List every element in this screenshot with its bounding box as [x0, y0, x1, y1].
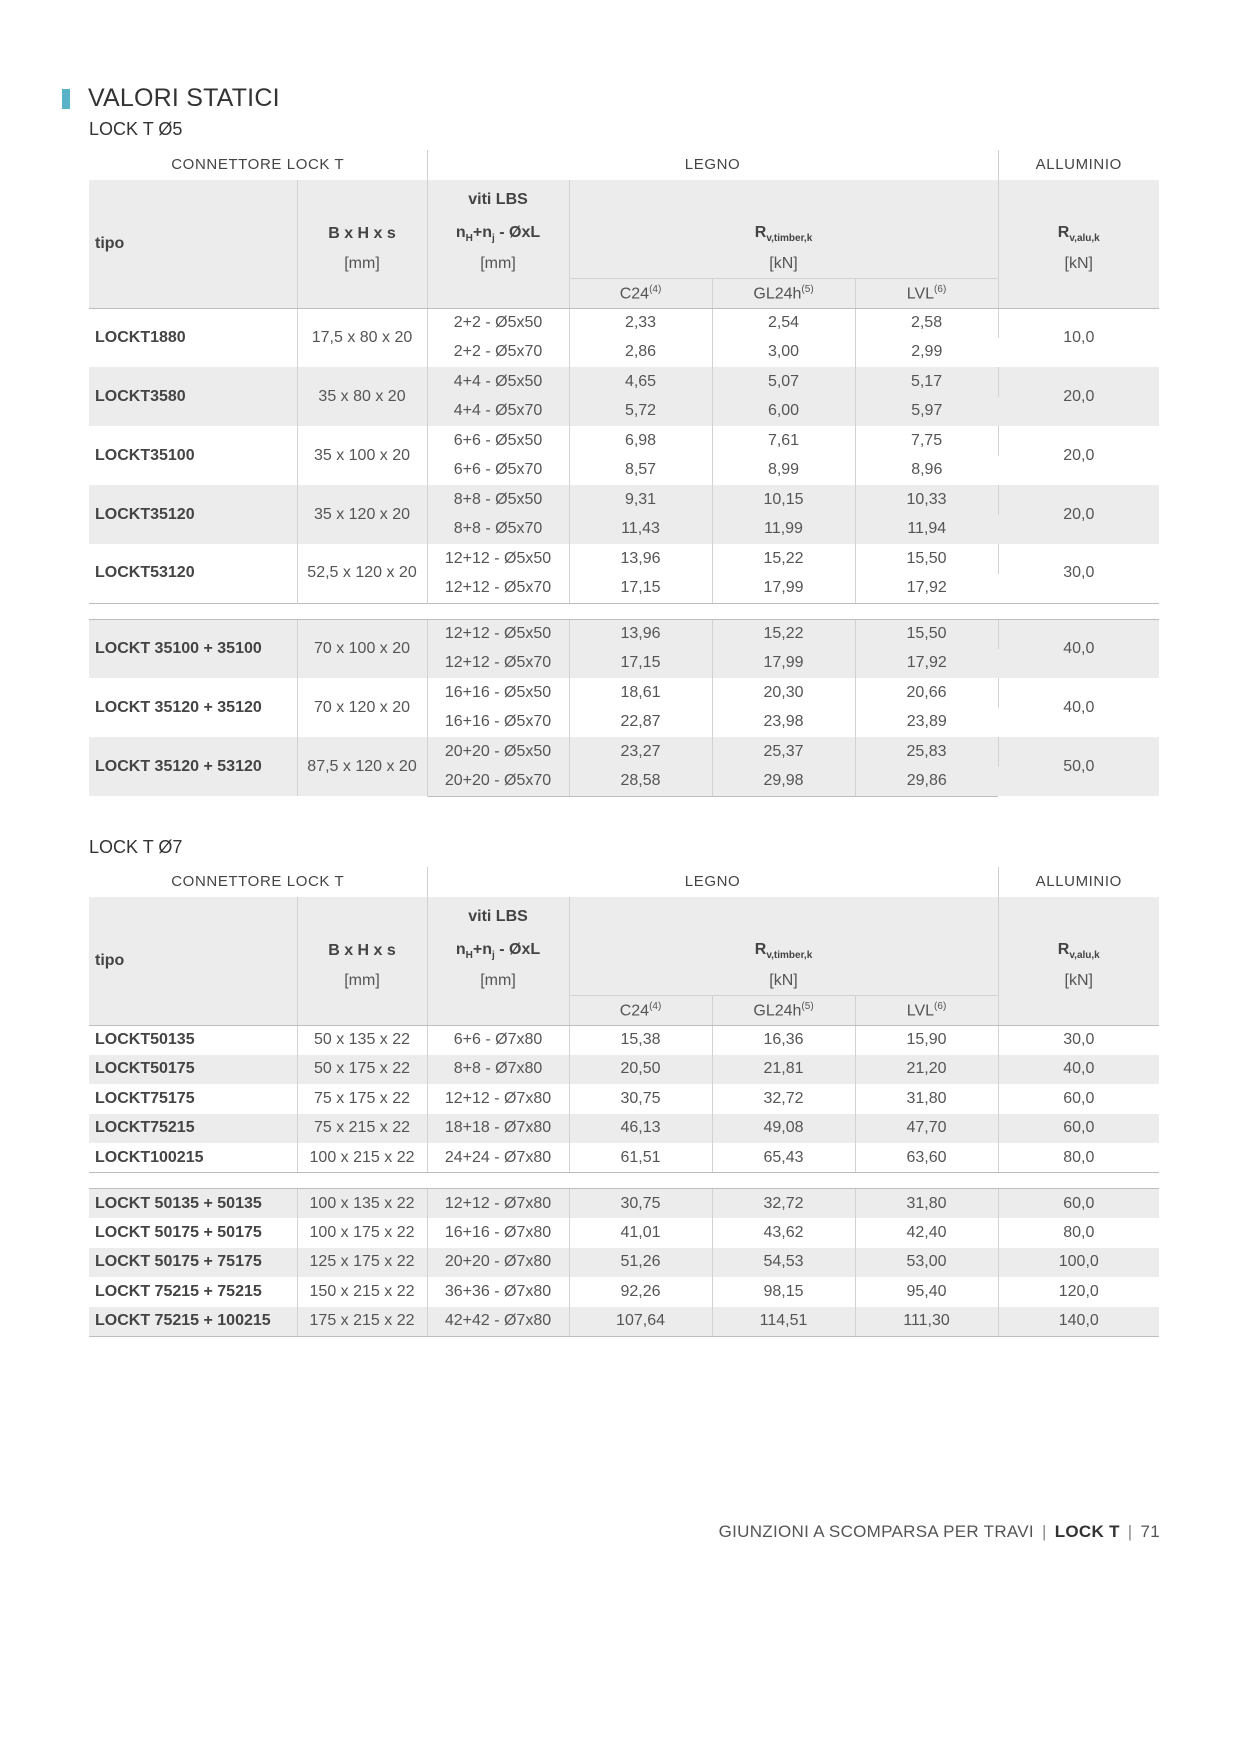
col-header-rv-timber: $R_{v,timber,k}$	[569, 220, 998, 250]
table-row	[89, 1055, 1159, 1085]
value-c24: 11,43	[569, 515, 712, 545]
value-gl24h: 8,99	[712, 456, 855, 486]
value-alu: 120,0	[1058, 1282, 1099, 1300]
value-gl24h: 2,54	[712, 308, 855, 338]
value-c24: 61,51	[569, 1143, 712, 1173]
value-alu: 40,0	[998, 1055, 1159, 1085]
connector-dims: 35 x 120 x 20	[297, 485, 427, 544]
connector-dims: 35 x 80 x 20	[297, 367, 427, 426]
value-alu: 30,0	[1063, 564, 1095, 582]
value-lvl: 5,97	[855, 397, 998, 427]
value-alu: 30,0	[1063, 1031, 1095, 1048]
footer-product: LOCK T	[1054, 1522, 1120, 1541]
value-alu: 40,0	[998, 619, 1159, 678]
group-header-connettore: CONNETTORE LOCK T	[89, 867, 427, 897]
screws: 4+4 - Ø5x50	[427, 367, 569, 397]
connector-dims: 87,5 x 120 x 20	[297, 737, 427, 796]
col-header-viti: viti LBS	[427, 897, 569, 937]
connector-dims: 125 x 175 x 22	[297, 1248, 427, 1278]
value-lvl: 17,92	[855, 574, 998, 604]
group-header-legno: LEGNO	[427, 867, 998, 897]
screws: 6+6 - Ø5x70	[427, 456, 569, 486]
value-gl24h: 29,98	[712, 767, 855, 797]
value-c24: 17,15	[569, 649, 712, 679]
value-gl24h: 32,72	[712, 1084, 855, 1114]
value-lvl: 15,50	[855, 619, 998, 649]
table2-title: LOCK T Ø7	[89, 837, 183, 857]
col-header-nhnj: $n_H+n_j$ - ØxL	[427, 220, 569, 250]
value-alu: 20,0	[998, 367, 1159, 426]
value-lvl: 20,66	[855, 678, 998, 708]
value-c24: 13,96	[569, 619, 712, 649]
value-lvl: 8,96	[911, 461, 943, 479]
screws: 12+12 - Ø7x80	[427, 1189, 569, 1219]
value-gl24h: 49,08	[712, 1114, 855, 1144]
table-row	[89, 1189, 1159, 1219]
value-lvl: 2,99	[911, 343, 943, 361]
table1-title: LOCK T Ø5	[89, 119, 183, 139]
group-header-alluminio: ALLUMINIO	[998, 150, 1159, 180]
connector-type: LOCKT53120	[89, 544, 297, 603]
connector-type: LOCKT 50175 + 75175	[89, 1248, 297, 1278]
value-lvl: 17,92	[855, 649, 998, 679]
table-row	[89, 485, 1159, 515]
value-c24: 41,01	[569, 1218, 712, 1248]
value-c24: 28,58	[569, 767, 712, 797]
table-row	[89, 1307, 1159, 1337]
table-row	[89, 1248, 1159, 1278]
value-lvl: 31,80	[855, 1084, 998, 1114]
value-c24: 17,15	[569, 574, 712, 604]
connector-dims: 75 x 175 x 22	[297, 1084, 427, 1114]
value-c24: 15,38	[569, 1025, 712, 1055]
value-lvl: 25,83	[855, 737, 998, 767]
value-c24: 8,57	[569, 456, 712, 486]
connector-dims: 50 x 135 x 22	[297, 1025, 427, 1055]
table-row	[89, 1114, 1159, 1144]
unit-mm: [mm]	[427, 966, 569, 996]
section-title: VALORI STATICI	[88, 84, 280, 112]
connector-type: LOCKT 50175 + 50175	[89, 1218, 297, 1248]
connector-dims: 50 x 175 x 22	[297, 1055, 427, 1085]
value-c24: 92,26	[569, 1277, 712, 1307]
value-lvl: 7,75	[855, 426, 998, 456]
value-lvl: 42,40	[855, 1218, 998, 1248]
value-gl24h: 98,15	[712, 1277, 855, 1307]
value-gl24h: 114,51	[712, 1307, 855, 1337]
table-divider	[89, 1173, 1159, 1189]
screws: 20+20 - Ø7x80	[427, 1248, 569, 1278]
value-lvl: 95,40	[855, 1277, 998, 1307]
screws: 12+12 - Ø5x50	[427, 619, 569, 649]
table-row	[89, 308, 1159, 338]
value-alu: 20,0	[998, 485, 1159, 544]
unit-kn: [kN]	[998, 249, 1159, 279]
table-row	[89, 619, 1159, 649]
value-c24: 22,87	[569, 708, 712, 738]
connector-type: LOCKT50135	[89, 1025, 297, 1055]
value-lvl: 29,86	[855, 767, 998, 797]
col-header-c24: C24$^{(4)}$	[569, 996, 712, 1026]
value-gl24h: 25,37	[712, 737, 855, 767]
col-header-viti: viti LBS	[427, 180, 569, 220]
value-lvl: 10,33	[855, 485, 998, 515]
screws: 12+12 - Ø5x70	[427, 649, 569, 679]
value-gl24h: 6,00	[712, 397, 855, 427]
value-alu: 60,0	[998, 1114, 1159, 1144]
value-c24: 2,33	[569, 308, 712, 338]
group-header-alluminio: ALLUMINIO	[998, 867, 1159, 897]
connector-type: LOCKT 35120 + 53120	[89, 737, 297, 796]
connector-type: LOCKT 75215 + 100215	[89, 1307, 297, 1337]
value-lvl: 31,80	[855, 1189, 998, 1219]
col-header-lvl: LVL$^{(6)}$	[855, 996, 998, 1026]
footer-section: GIUNZIONI A SCOMPARSA PER TRAVI	[718, 1522, 1034, 1541]
page-number: 71	[1140, 1522, 1160, 1541]
table-row	[89, 426, 1159, 456]
connector-dims: 100 x 135 x 22	[297, 1189, 427, 1219]
screws: 8+8 - Ø5x70	[427, 515, 569, 545]
connector-type: LOCKT75215	[89, 1114, 297, 1144]
page-footer: GIUNZIONI A SCOMPARSA PER TRAVI | LOCK T | 71	[718, 1522, 1160, 1541]
table-row	[89, 1084, 1159, 1114]
table-lock-t-5	[89, 150, 1159, 797]
value-c24: 30,75	[569, 1084, 712, 1114]
value-lvl: 23,89	[906, 713, 947, 731]
connector-dims: 175 x 215 x 22	[297, 1307, 427, 1337]
screws: 4+4 - Ø5x70	[427, 397, 569, 427]
section-heading	[62, 84, 280, 113]
value-alu: 60,0	[998, 1189, 1159, 1219]
unit-mm: [mm]	[427, 249, 569, 279]
screws: 16+16 - Ø5x50	[427, 678, 569, 708]
table-row	[89, 1025, 1159, 1055]
col-header-nhnj: $n_H+n_j$ - ØxL	[427, 937, 569, 967]
value-lvl: 21,20	[855, 1055, 998, 1085]
connector-type: LOCKT 35100 + 35100	[89, 619, 297, 678]
unit-mm: [mm]	[297, 966, 427, 996]
connector-type: LOCKT 35120 + 35120	[89, 678, 297, 737]
col-header-tipo: tipo	[89, 897, 297, 1026]
col-header-rv-alu: $R_{v,alu,k}$	[998, 220, 1159, 250]
value-alu: 40,0	[1063, 698, 1095, 716]
value-gl24h: 17,99	[712, 574, 855, 604]
connector-type: LOCKT75175	[89, 1084, 297, 1114]
value-lvl: 63,60	[855, 1143, 998, 1173]
value-alu: 20,0	[1063, 446, 1095, 464]
table-row	[89, 1218, 1159, 1248]
value-lvl: 2,58	[855, 308, 998, 338]
value-lvl: 11,94	[855, 515, 998, 545]
value-c24: 30,75	[569, 1189, 712, 1219]
value-c24: 107,64	[569, 1307, 712, 1337]
value-alu: 80,0	[998, 1143, 1159, 1173]
col-header-c24: C24$^{(4)}$	[569, 279, 712, 309]
value-alu: 60,0	[1063, 1089, 1095, 1107]
connector-type: LOCKT 75215 + 75215	[89, 1277, 297, 1307]
value-c24: 23,27	[569, 737, 712, 767]
connector-dims: 75 x 215 x 22	[297, 1114, 427, 1144]
value-gl24h: 15,22	[712, 544, 855, 574]
col-header-rv-alu: $R_{v,alu,k}$	[998, 937, 1159, 967]
connector-dims: 100 x 215 x 22	[297, 1143, 427, 1173]
value-gl24h: 15,22	[712, 619, 855, 649]
col-header-bhs: B x H x s	[297, 937, 427, 967]
value-c24: 9,31	[569, 485, 712, 515]
value-lvl: 47,70	[855, 1114, 998, 1144]
col-header-bhs: B x H x s	[297, 220, 427, 250]
connector-dims: 35 x 100 x 20	[297, 426, 427, 485]
connector-type: LOCKT3580	[89, 367, 297, 426]
value-alu: 100,0	[998, 1248, 1159, 1278]
value-c24: 6,98	[569, 426, 712, 456]
value-gl24h: 11,99	[712, 515, 855, 545]
value-lvl: 111,30	[855, 1307, 998, 1337]
connector-dims: 70 x 100 x 20	[297, 619, 427, 678]
screws: 12+12 - Ø5x50	[427, 544, 569, 574]
value-gl24h: 54,53	[712, 1248, 855, 1278]
table-row	[89, 1143, 1159, 1173]
value-c24: 51,26	[569, 1248, 712, 1278]
unit-mm: [mm]	[297, 249, 427, 279]
value-gl24h: 17,99	[712, 649, 855, 679]
value-c24: 18,61	[569, 678, 712, 708]
screws: 8+8 - Ø5x50	[427, 485, 569, 515]
screws: 20+20 - Ø5x70	[427, 767, 569, 797]
value-gl24h: 16,36	[712, 1025, 855, 1055]
col-header-gl24h: $GL24h^{(5)}$	[712, 279, 855, 309]
value-alu: 50,0	[998, 737, 1159, 796]
screws: 8+8 - Ø7x80	[427, 1055, 569, 1085]
screws: 20+20 - Ø5x50	[427, 737, 569, 767]
value-gl24h: 32,72	[712, 1189, 855, 1219]
group-header-connettore: CONNETTORE LOCK T	[89, 150, 427, 180]
screws: 2+2 - Ø5x70	[427, 338, 569, 368]
connector-dims: 70 x 120 x 20	[297, 678, 427, 737]
col-header-lvl: LVL$^{(6)}$	[855, 279, 998, 309]
accent-bar	[62, 89, 70, 109]
screws: 16+16 - Ø7x80	[427, 1218, 569, 1248]
screws: 2+2 - Ø5x50	[427, 308, 569, 338]
value-lvl: 53,00	[855, 1248, 998, 1278]
value-gl24h: 21,81	[712, 1055, 855, 1085]
table-divider	[89, 603, 1159, 619]
value-gl24h: 65,43	[712, 1143, 855, 1173]
value-alu: 140,0	[998, 1307, 1159, 1337]
value-gl24h: 3,00	[712, 338, 855, 368]
unit-kn: [kN]	[569, 249, 998, 279]
connector-type: LOCKT35120	[89, 485, 297, 544]
value-gl24h: 5,07	[712, 367, 855, 397]
unit-kn: [kN]	[998, 966, 1159, 996]
col-header-tipo: tipo	[89, 180, 297, 309]
connector-type: LOCKT 50135 + 50135	[89, 1189, 297, 1219]
value-c24: 20,50	[569, 1055, 712, 1085]
value-alu: 10,0	[1063, 328, 1095, 346]
connector-type: LOCKT1880	[89, 308, 297, 367]
table-row	[89, 544, 1159, 574]
screws: 24+24 - Ø7x80	[427, 1143, 569, 1173]
screws: 12+12 - Ø7x80	[427, 1084, 569, 1114]
table-row	[89, 737, 1159, 767]
screws: 6+6 - Ø5x50	[427, 426, 569, 456]
screws: 6+6 - Ø7x80	[427, 1025, 569, 1055]
connector-dims: 100 x 175 x 22	[297, 1218, 427, 1248]
connector-type: LOCKT35100	[89, 426, 297, 485]
value-c24: 46,13	[569, 1114, 712, 1144]
table-lock-t-7	[89, 867, 1159, 1337]
connector-dims: 17,5 x 80 x 20	[297, 308, 427, 367]
value-c24: 13,96	[569, 544, 712, 574]
unit-kn: [kN]	[569, 966, 998, 996]
table-row	[89, 1277, 1159, 1307]
col-header-rv-timber: $R_{v,timber,k}$	[569, 937, 998, 967]
value-gl24h: 20,30	[712, 678, 855, 708]
value-gl24h: 10,15	[712, 485, 855, 515]
value-gl24h: 43,62	[712, 1218, 855, 1248]
value-lvl: 5,17	[855, 367, 998, 397]
col-header-gl24h: $GL24h^{(5)}$	[712, 996, 855, 1026]
value-lvl: 15,90	[855, 1025, 998, 1055]
table-row	[89, 678, 1159, 708]
connector-type: LOCKT50175	[89, 1055, 297, 1085]
value-c24: 5,72	[569, 397, 712, 427]
connector-dims: 150 x 215 x 22	[297, 1277, 427, 1307]
value-gl24h: 7,61	[712, 426, 855, 456]
screws: 42+42 - Ø7x80	[427, 1307, 569, 1337]
value-lvl: 15,50	[855, 544, 998, 574]
screws: 12+12 - Ø5x70	[427, 574, 569, 604]
screws: 36+36 - Ø7x80	[427, 1277, 569, 1307]
value-c24: 4,65	[569, 367, 712, 397]
value-alu: 80,0	[1063, 1223, 1095, 1241]
table-row	[89, 367, 1159, 397]
connector-type: LOCKT100215	[89, 1143, 297, 1173]
value-gl24h: 23,98	[712, 708, 855, 738]
screws: 18+18 - Ø7x80	[427, 1114, 569, 1144]
screws: 16+16 - Ø5x70	[427, 708, 569, 738]
group-header-legno: LEGNO	[427, 150, 998, 180]
value-c24: 2,86	[569, 338, 712, 368]
connector-dims: 52,5 x 120 x 20	[297, 544, 427, 603]
